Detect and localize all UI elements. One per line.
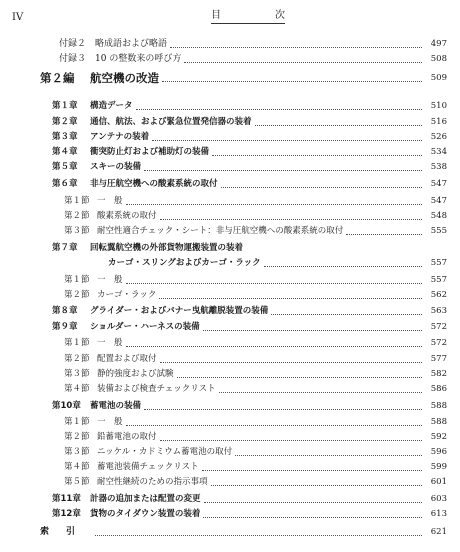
toc-entry-page: 509 bbox=[430, 73, 447, 83]
toc-entry-appendix[interactable] bbox=[0, 37, 460, 52]
toc-entry-title: 耐空性継続のための指示事項 bbox=[97, 477, 208, 487]
toc-entry-title: 構造データ bbox=[90, 101, 133, 111]
dot-leader bbox=[235, 454, 422, 456]
toc-entry-title: 回転翼航空機の外部貨物運搬装置の装着 bbox=[90, 243, 244, 253]
toc-entry-title: 鉛蓄電池の取付 bbox=[97, 432, 157, 442]
dot-leader bbox=[202, 469, 422, 471]
dot-leader bbox=[136, 108, 422, 110]
toc-entry-page: 555 bbox=[430, 226, 447, 236]
toc-entry-title: 蓄電池の装備 bbox=[90, 401, 142, 411]
toc-entry-title: 一 般 bbox=[97, 275, 123, 285]
toc-entry-section[interactable] bbox=[0, 382, 460, 397]
toc-entry-chapter[interactable] bbox=[0, 115, 460, 130]
toc-entry-section[interactable] bbox=[0, 273, 460, 288]
toc-entry-page: 582 bbox=[430, 369, 447, 379]
toc-entry-section[interactable] bbox=[0, 445, 460, 460]
toc-entry-section[interactable] bbox=[0, 336, 460, 351]
toc-entry-title: 衝突防止灯および補助灯の装備 bbox=[90, 147, 210, 157]
dot-leader bbox=[221, 186, 422, 188]
toc-entry-page: 547 bbox=[430, 179, 447, 189]
dot-leader bbox=[126, 203, 422, 205]
dot-leader bbox=[203, 329, 422, 331]
page-header bbox=[0, 9, 460, 27]
toc-entry-label: 第３節 bbox=[64, 369, 90, 379]
toc-entry-section[interactable] bbox=[0, 224, 460, 239]
dot-leader bbox=[126, 424, 422, 426]
toc-entry-chapter[interactable] bbox=[0, 492, 460, 507]
dot-leader bbox=[160, 361, 422, 363]
toc-entry-page: 572 bbox=[430, 322, 447, 332]
toc-entry-chapter[interactable] bbox=[0, 99, 460, 114]
toc-entry-label: 第８章 bbox=[52, 306, 78, 316]
toc-entry-label: 第１節 bbox=[64, 417, 90, 427]
toc-entry-section[interactable] bbox=[0, 352, 460, 367]
dot-leader bbox=[144, 408, 422, 410]
toc-entry-label: 第１節 bbox=[64, 338, 90, 348]
toc-entry-section[interactable] bbox=[0, 194, 460, 209]
toc-entry-label: 第９章 bbox=[52, 322, 78, 332]
toc-entry-label: 第２節 bbox=[64, 211, 90, 221]
toc-entry-title: 10 の整数来の呼び方 bbox=[95, 54, 182, 64]
toc-entry-chapter[interactable] bbox=[0, 320, 460, 335]
toc-entry-title: 非与圧航空機への酸素系統の取付 bbox=[90, 179, 218, 189]
toc-entry-label: 第１章 bbox=[52, 101, 78, 111]
toc-entry-label: 索 引 bbox=[40, 527, 80, 537]
toc-entry-page: 621 bbox=[430, 527, 447, 537]
toc-entry-label: 第２節 bbox=[64, 290, 90, 300]
dot-leader bbox=[211, 484, 422, 486]
toc-entry-section[interactable] bbox=[0, 415, 460, 430]
toc-entry-title: 略成語および略語 bbox=[95, 39, 168, 49]
header-title bbox=[211, 9, 285, 24]
toc-entry-page: 534 bbox=[430, 147, 447, 157]
toc-entry-label: 第４節 bbox=[64, 462, 90, 472]
toc-entry-chapter[interactable] bbox=[0, 130, 460, 145]
toc-entry-title: 蓄電池装備チェックリスト bbox=[97, 462, 199, 472]
toc-entry-label: 付録２ bbox=[59, 39, 87, 49]
dot-leader bbox=[184, 61, 422, 63]
toc-entry-page: 603 bbox=[430, 494, 447, 504]
dot-leader bbox=[95, 534, 422, 536]
toc-entry-title: 装備および検査チェックリスト bbox=[97, 384, 216, 394]
toc-entry-page: 592 bbox=[430, 432, 447, 442]
toc-entry-page: 562 bbox=[430, 290, 447, 300]
toc-entry-page: 516 bbox=[430, 117, 447, 127]
dot-leader bbox=[126, 282, 422, 284]
toc-entry-appendix[interactable] bbox=[0, 52, 460, 67]
toc-entry-page: 547 bbox=[430, 196, 447, 206]
toc-entry-page: 497 bbox=[430, 39, 447, 49]
toc-entry-page: 572 bbox=[430, 338, 447, 348]
toc-entry-section[interactable] bbox=[0, 288, 460, 303]
toc-entry-label: 第２節 bbox=[64, 432, 90, 442]
toc-entry-label: 第２節 bbox=[64, 354, 90, 364]
toc-entry-page: 538 bbox=[430, 162, 447, 172]
toc-entry-label: 第３節 bbox=[64, 226, 90, 236]
toc-entry-page: 548 bbox=[430, 211, 447, 221]
toc-entry-page: 563 bbox=[430, 306, 447, 316]
toc-entry-page: 588 bbox=[430, 417, 447, 427]
toc-entry-chapter[interactable] bbox=[0, 177, 460, 192]
toc-entry-section[interactable] bbox=[0, 460, 460, 475]
toc-entry-page: 601 bbox=[430, 477, 447, 487]
toc-entry-title: カーゴ・ラック bbox=[97, 290, 157, 300]
toc-entry-page: 596 bbox=[430, 447, 447, 457]
toc-entry-title: ショルダー・ハーネスの装備 bbox=[90, 322, 200, 332]
toc-entry-part[interactable] bbox=[0, 71, 460, 86]
dot-leader bbox=[152, 139, 422, 141]
dot-leader bbox=[255, 124, 422, 126]
toc-entry-page: 613 bbox=[430, 509, 447, 519]
dot-leader bbox=[160, 218, 422, 220]
toc-entry-label: 付録３ bbox=[59, 54, 87, 64]
toc-entry-label: 第３章 bbox=[52, 132, 78, 142]
toc-entry-page: 508 bbox=[430, 54, 447, 64]
toc-entry-label: 第２編 bbox=[40, 71, 75, 85]
toc-entry-label: 第５章 bbox=[52, 162, 78, 172]
toc-entry-section[interactable] bbox=[0, 430, 460, 445]
toc-entry-chapter[interactable] bbox=[0, 145, 460, 160]
toc-entry-chapter[interactable] bbox=[0, 304, 460, 319]
dot-leader bbox=[271, 313, 422, 315]
toc-entry-label: 第２章 bbox=[52, 117, 78, 127]
toc-entry-section[interactable] bbox=[0, 367, 460, 382]
toc-entry-chapter[interactable] bbox=[0, 507, 460, 522]
toc-entry-page: 599 bbox=[430, 462, 447, 472]
dot-leader bbox=[126, 345, 422, 347]
toc-entry-label: 第５節 bbox=[64, 477, 90, 487]
toc-entry-title: 静的強度および試験 bbox=[97, 369, 174, 379]
dot-leader bbox=[203, 516, 422, 518]
toc-entry-section[interactable] bbox=[0, 209, 460, 224]
toc-entry-title: 酸素系統の取付 bbox=[97, 211, 157, 221]
toc-entry-title: 航空機の改造 bbox=[90, 71, 159, 85]
dot-leader bbox=[346, 233, 422, 235]
toc-entry-label: 第４節 bbox=[64, 384, 90, 394]
toc-entry-label: 第11章 bbox=[52, 494, 81, 504]
toc-entry-page: 557 bbox=[430, 258, 447, 268]
toc-entry-label: 第６章 bbox=[52, 179, 78, 189]
toc-entry-index[interactable] bbox=[0, 525, 460, 540]
toc-entry-label: 第７章 bbox=[52, 243, 78, 253]
toc-entry-title: スキーの装備 bbox=[90, 162, 142, 172]
toc-entry-page: 577 bbox=[430, 354, 447, 364]
toc-entry-label: 第10章 bbox=[52, 401, 81, 411]
toc-entry-page: 588 bbox=[430, 401, 447, 411]
toc-entry-label: 第12章 bbox=[52, 509, 81, 519]
dot-leader bbox=[212, 154, 422, 156]
toc-entry-cont[interactable] bbox=[0, 256, 460, 271]
toc-entry-title: ニッケル・カドミウム蓄電池の取付 bbox=[97, 447, 233, 457]
toc-entry-label: 第１節 bbox=[64, 196, 90, 206]
dot-leader bbox=[264, 265, 422, 267]
toc-entry-page: 557 bbox=[430, 275, 447, 285]
toc-entry-chapter[interactable] bbox=[0, 160, 460, 175]
toc-entry-title: 配置および取付 bbox=[97, 354, 157, 364]
dot-leader bbox=[144, 169, 422, 171]
dot-leader bbox=[160, 439, 422, 441]
toc-entry-title: 耐空性適合チェック・シート：非与圧航空機への酸素系統の取付 bbox=[97, 226, 344, 236]
toc-entry-label: 第４章 bbox=[52, 147, 78, 157]
toc-entry-title: 通信、航法、および緊急位置発信器の装着 bbox=[90, 117, 252, 127]
header-title-char: 目 bbox=[211, 10, 221, 21]
toc-entry-chapter[interactable] bbox=[0, 241, 460, 256]
toc-entry-page: 526 bbox=[430, 132, 447, 142]
dot-leader bbox=[177, 376, 422, 378]
toc-entry-title: カーゴ・スリングおよびカーゴ・ラック bbox=[108, 258, 261, 268]
dot-leader bbox=[170, 46, 422, 48]
toc-entry-label: 第１節 bbox=[64, 275, 90, 285]
toc-entry-label: 第３節 bbox=[64, 447, 90, 457]
toc-entry-title: 一 般 bbox=[97, 338, 123, 348]
toc-entry-page: 510 bbox=[430, 101, 447, 111]
dot-leader bbox=[162, 80, 422, 82]
toc-entry-page: 586 bbox=[430, 384, 447, 394]
toc-entry-title: 貨物のタイダウン装置の装着 bbox=[90, 509, 201, 519]
toc-entry-title: グライダー・およびバナー曳航離脱装置の装備 bbox=[90, 306, 269, 316]
toc-entry-title: 一 般 bbox=[97, 417, 123, 427]
dot-leader bbox=[159, 297, 422, 299]
dot-leader bbox=[204, 501, 422, 503]
toc-entry-chapter[interactable] bbox=[0, 399, 460, 414]
dot-leader bbox=[219, 391, 422, 393]
toc-entry-section[interactable] bbox=[0, 475, 460, 490]
toc-entry-title: 計器の追加または配置の変更 bbox=[90, 494, 201, 504]
toc-entry-title: 一 般 bbox=[97, 196, 123, 206]
page-number: IV bbox=[12, 12, 24, 23]
header-title-char: 次 bbox=[275, 10, 285, 21]
toc-entry-title: アンテナの装着 bbox=[90, 132, 150, 142]
